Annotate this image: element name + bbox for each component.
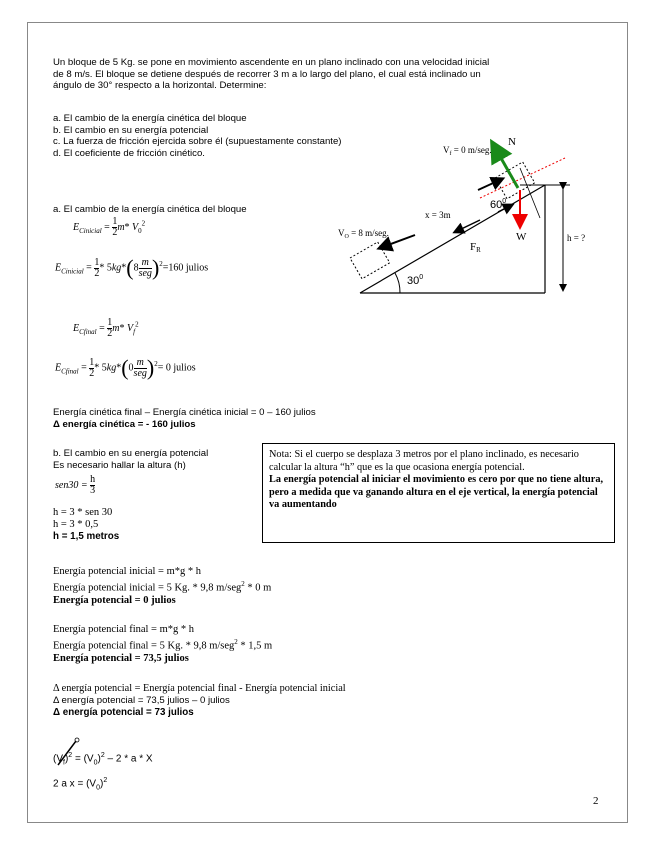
incline-diagram	[330, 128, 620, 308]
h-label: h = ?	[567, 233, 586, 243]
ep-inicial-block	[53, 566, 271, 607]
ep-final-block	[53, 624, 272, 665]
h-line-1: h = 3 * sen 30	[53, 507, 113, 518]
sen-frac-den: 3	[90, 485, 96, 496]
problem-line-3: ángulo de 30° respecto a la horizontal. Determine:	[53, 80, 267, 91]
sen-equation	[55, 475, 95, 496]
sen-frac-num: h	[90, 474, 96, 485]
note-text: Nota: Si el cuerpo se desplaza 3 metros por el plano inclinado, es necesario calcular la altura “h” que es la que ocasiona energía potencial.	[269, 449, 579, 473]
problem-line-1: Un bloque de 5 Kg. se pone en movimiento ascendente en un plano inclinado con una velocidad inicial	[53, 57, 490, 68]
h-line-3: h = 1,5 metros	[53, 531, 120, 542]
h-line-2: h = 3 * 0,5	[53, 519, 99, 530]
part-b-line2: Es necesario hallar la altura (h)	[53, 459, 186, 471]
ec-inicial-result: =160 julios	[162, 262, 209, 274]
angle-30-label: $30^0$	[407, 274, 424, 287]
ep-inicial-line1: Energía potencial inicial = m*g * h	[53, 566, 202, 577]
dotted-axis	[480, 158, 565, 198]
part-a-heading: a. El cambio de la energía cinética del bloque	[53, 204, 247, 215]
question-c: c. La fuerza de fricción ejercida sobre él (supuestamente constante)	[53, 136, 342, 147]
vf-label: $V_f = 0$ m/seg.	[443, 145, 492, 157]
x-label: x = 3m	[425, 210, 451, 220]
part-b-block	[53, 448, 208, 471]
question-d: d. El coeficiente de fricción cinético.	[53, 147, 205, 159]
friction-label: FR	[470, 241, 481, 254]
ec-symbol: E	[73, 221, 80, 233]
ec-summary-line: Energía cinética final – Energía cinética inicial = 0 – 160 julios	[53, 407, 316, 418]
ec-summary	[53, 407, 316, 430]
delta-ep-line1: Δ energía potencial = Energía potencial final - Energía potencial inicial	[53, 683, 346, 694]
question-a: a. El cambio de la energía cinética del bloque	[53, 113, 247, 124]
ec-final-sub: Cfinal	[79, 327, 97, 336]
ec-inicial-calc: $E_{Cinicial}$ = $\frac{1}{2}$ * 5kg*(8 $\frac{m}{\text{seg}}$ )$^2$=160 julios	[55, 255, 209, 280]
part-b-heading: b. El cambio en su energía potencial	[53, 448, 209, 459]
delta-ep-line2: Δ energía potencial = 73,5 julios – 0 julios	[53, 695, 230, 706]
v0-label: $V_O = 8$ m/seg.	[338, 228, 389, 240]
note-bold: La energía potencial al iniciar el movimiento es cero por que no tiene altura, pero a medida que va ganando altura en el eje vertical, la energía potencial va aumentando	[269, 474, 604, 510]
angle-arc	[395, 273, 400, 293]
angle-60-label: $60^0$	[490, 198, 507, 211]
ec-inicial-formula: $E_{Cinicial}$ = $\frac{1}{2}$ m* $V_0^2$	[73, 216, 146, 238]
ec-delta-line: Δ energía cinética = - 160 julios	[53, 418, 196, 430]
question-b: b. El cambio en su energía potencial	[53, 124, 209, 136]
delta-ep-line3: Δ energía potencial = 73 julios	[53, 706, 194, 718]
ep-final-line2: Energía potencial final = 5 Kg. * 9,8 m/seg$^2$ * 1,5 m	[53, 638, 273, 652]
ec-final-result: = 0 julios	[157, 362, 196, 374]
w-label: W	[516, 231, 527, 243]
page-number: 2	[593, 795, 599, 807]
ec-inicial-sub: Cinicial	[79, 226, 102, 235]
kinematic-eq-1: $(V_f)^2 = (V_0)^2 - 2 * a * X$	[53, 752, 153, 767]
n-label: N	[508, 136, 516, 148]
ec-final-formula: $E_{Cfinal}$ = $\frac{1}{2}$ m* $V_f^2$	[73, 317, 139, 339]
axis-line	[520, 168, 540, 218]
ec-final-calc: $E_{Cfinal}$ = $\frac{1}{2}$ * 5kg*(0 $\frac{m}{\text{seg}}$ )$^2$= 0 julios	[55, 355, 196, 380]
note-box	[262, 443, 615, 543]
height-calc	[53, 507, 119, 543]
sen-label: sen30 =	[55, 479, 88, 491]
delta-ep-block	[53, 683, 346, 718]
ep-final-line3: Energía potencial = 73,5 julios	[53, 652, 189, 664]
problem-line-2: de 8 m/s. El bloque se detiene después de recorrer 3 m a lo largo del plano, el cual está inclinado un	[53, 68, 481, 80]
ep-inicial-line3: Energía potencial = 0 julios	[53, 594, 176, 606]
ep-final-line1: Energía potencial final = m*g * h	[53, 624, 195, 635]
kinematic-eq-2: 2 a $x = (V_0)^2$	[53, 777, 108, 792]
problem-statement	[53, 57, 613, 92]
ep-inicial-line2: Energía potencial inicial = 5 Kg. * 9,8 m/seg$^2$ * 0 m	[53, 580, 272, 594]
